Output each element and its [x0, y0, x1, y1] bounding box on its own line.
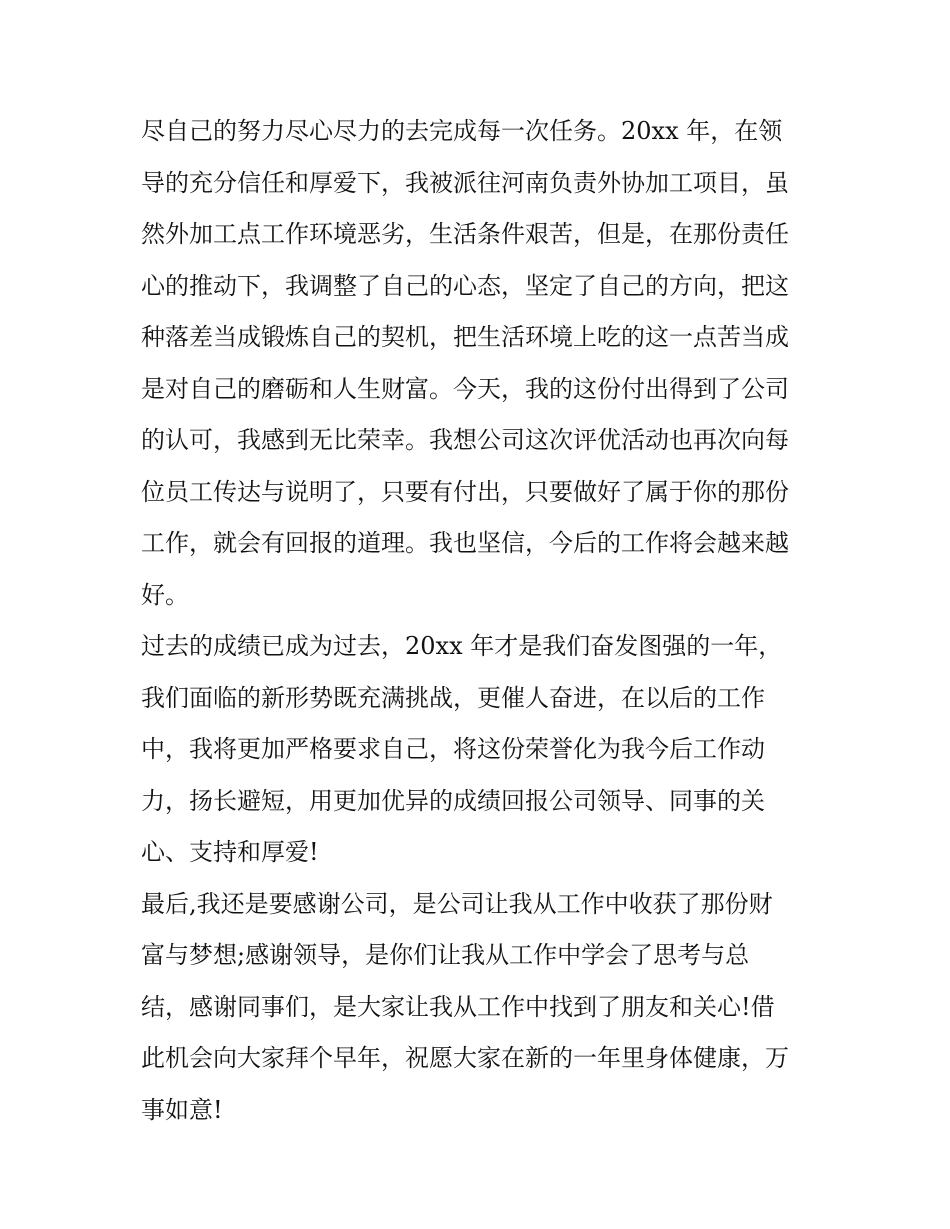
text-line: 我们面临的新形势既充满挑战，更催人奋进，在以后的工作 [141, 683, 765, 712]
text-line: 过去的成绩已成为过去，20xx 年才是我们奋发图强的一年， [141, 632, 783, 660]
text-line: 力，扬长避短，用更加优异的成绩回报公司领导、同事的关 [141, 786, 765, 815]
body-text [141, 106, 821, 1136]
text-line: 然外加工点工作环境恶劣，生活条件艰苦，但是，在那份责任 [141, 220, 789, 248]
text-line: 中，我将更加严格要求自己，将这份荣誉化为我今后工作动 [141, 735, 765, 763]
text-line: 结，感谢同事们，是大家让我从工作中找到了朋友和关心!借 [141, 992, 775, 1021]
text-line: 工作，就会有回报的道理。我也坚信，今后的工作将会越来越 [141, 529, 789, 557]
text-line: 是对自己的磨砺和人生财富。今天，我的这份付出得到了公司 [141, 374, 789, 403]
text-line: 的认可，我感到无比荣幸。我想公司这次评优活动也再次向每 [141, 426, 789, 454]
text-line: 种落差当成锻炼自己的契机，把生活环境上吃的这一点苦当成 [141, 323, 789, 351]
text-line: 尽自己的努力尽心尽力的去完成每一次任务。20xx 年，在领 [141, 117, 783, 145]
text-line: 心、支持和厚爱! [141, 838, 319, 866]
text-line: 位员工传达与说明了，只要有付出，只要做好了属于你的那份 [141, 477, 789, 506]
text-line: 最后,我还是要感谢公司，是公司让我从工作中收获了那份财 [141, 889, 773, 918]
text-line: 此机会向大家拜个早年，祝愿大家在新的一年里身体健康，万 [141, 1044, 789, 1072]
text-line: 心的推动下，我调整了自己的心态，坚定了自己的方向，把这 [141, 271, 789, 300]
text-line: 好。 [141, 580, 189, 609]
text-line: 事如意! [141, 1095, 223, 1124]
text-line: 富与梦想;感谢领导，是你们让我从工作中学会了思考与总 [141, 941, 750, 969]
text-line: 导的充分信任和厚爱下，我被派往河南负责外协加工项目，虽 [141, 168, 789, 197]
